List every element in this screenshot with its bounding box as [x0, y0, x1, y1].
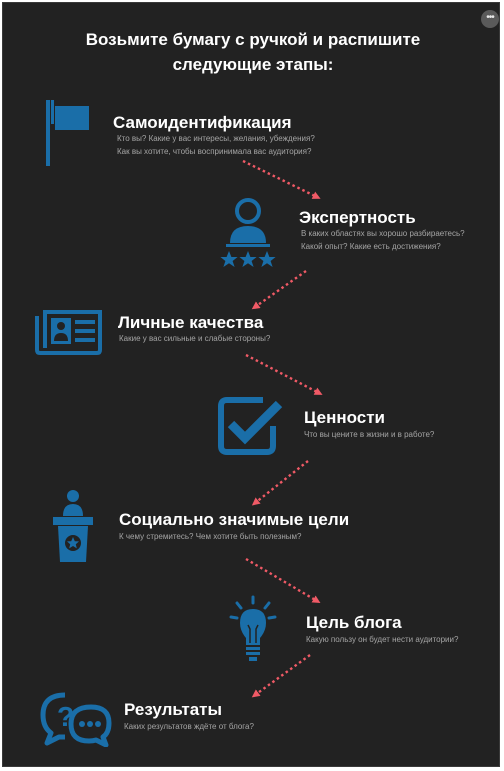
arrow-4 [255, 461, 308, 503]
step-7-title: Результаты [124, 700, 223, 719]
more-horizontal-icon: ••• [486, 12, 494, 23]
id-card-newspaper-icon [33, 308, 103, 356]
step-4-title: Ценности [304, 408, 386, 427]
step-4-description [304, 428, 434, 441]
step-1-desc-line-1: Кто вы? Какие у вас интересы, желания, убеждения? [117, 134, 315, 143]
svg-text:?: ? [57, 701, 75, 732]
step-2-description [301, 227, 465, 253]
step-5-desc-line-1: К чему стремитесь? Чем хотите быть полезным? [119, 532, 302, 541]
step-3-desc-line-1: Какие у вас сильные и слабые стороны? [119, 334, 271, 343]
step-2-title: Экспертность [299, 208, 416, 227]
title-line-2: следующие этапы: [172, 55, 334, 74]
step-6-desc-line-1: Какую пользу он будет нести аудитории? [306, 635, 459, 644]
checkbox-checked-icon [217, 396, 285, 458]
step-3-title: Личные качества [118, 313, 264, 332]
flag-icon [43, 98, 93, 168]
step-1-description [117, 132, 315, 158]
step-7-desc-line-1: Каких результатов ждёте от блога? [124, 722, 254, 731]
step-1-title: Самоидентификация [113, 113, 292, 132]
speaker-podium-icon [51, 488, 99, 568]
expert-person-stars-icon [218, 193, 282, 273]
lightbulb-icon [228, 595, 278, 667]
arrow-3 [246, 355, 319, 393]
step-3-description [119, 332, 270, 345]
step-1-desc-line-2: Как вы хотите, чтобы воспринимала вас аудитория? [117, 147, 312, 156]
step-5-title: Социально значимые цели [119, 510, 350, 529]
step-4-desc-line-1: Что вы цените в жизни и в работе? [304, 430, 435, 439]
step-6-title: Цель блога [306, 613, 402, 632]
step-2-desc-line-2: Какой опыт? Какие есть достижения? [301, 242, 441, 251]
step-5-description [119, 530, 302, 543]
infographic-card [2, 2, 500, 767]
title-line-1: Возьмите бумагу с ручкой и распишите [85, 30, 421, 49]
step-6-description [306, 633, 458, 646]
arrow-1 [243, 161, 317, 197]
step-7-description [124, 720, 254, 733]
arrow-2 [255, 271, 306, 307]
step-2-desc-line-1: В каких областях вы хорошо разбираетесь? [301, 229, 465, 238]
question-speech-bubbles-icon [39, 691, 113, 747]
